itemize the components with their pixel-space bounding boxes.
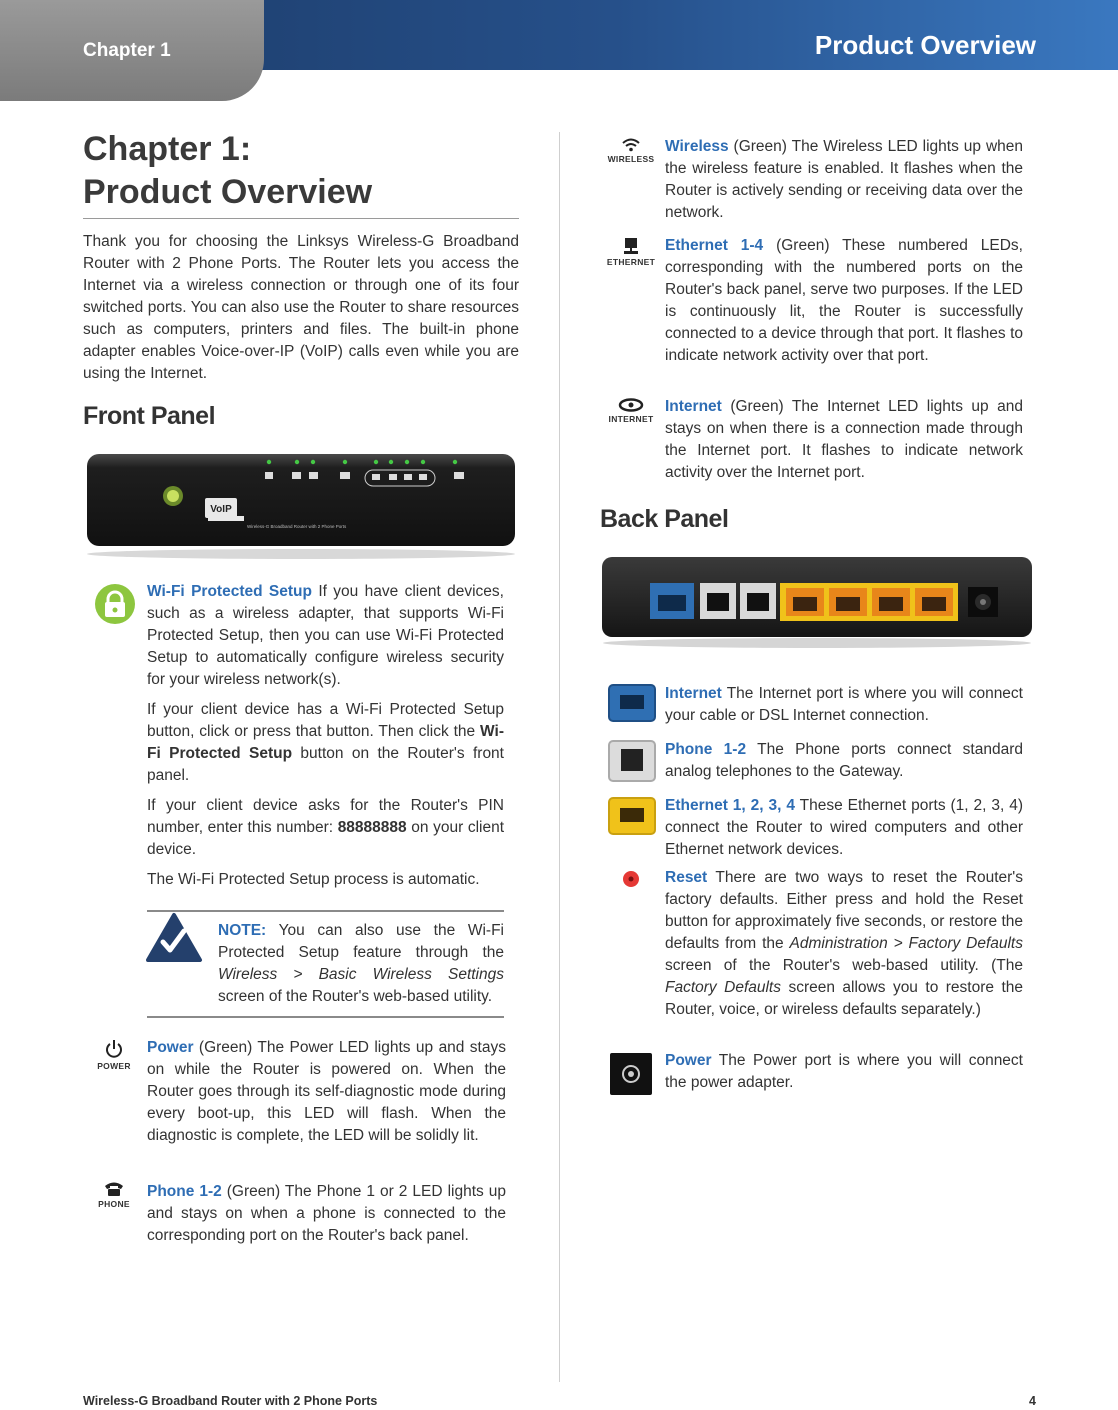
power-icon-label: POWER — [97, 1061, 131, 1071]
power-led-term: Power — [147, 1039, 194, 1056]
phone-port-icon — [608, 740, 656, 782]
wireless-led-icon — [604, 138, 658, 164]
internet-led-description — [665, 396, 1023, 484]
chapter-heading — [83, 128, 519, 219]
note-text-b: screen of the Router's web-based utility. — [218, 988, 493, 1005]
wps-term: Wi-Fi Protected Setup — [147, 583, 312, 600]
ethernet-led-description — [665, 235, 1023, 367]
wireless-led-text: (Green) The Wireless LED lights up when the wireless feature is enabled. It flashes when the Router is actively sending or receiving data over the network. — [665, 138, 1023, 221]
phone-led-description — [147, 1181, 506, 1247]
back-ethernet-text: These Ethernet ports (1, 2, 3, 4) connect the Router to wired computers and other Ethernet network devices. — [665, 797, 1023, 858]
internet-led-icon — [604, 398, 658, 424]
power-led-text: (Green) The Power LED lights up and stays on while the Router is powered on. When the Router goes through its self-diagnostic mode during every boot-up, this LED will flash. When the diagnostic is complete, the LED will be solidly lit. — [147, 1039, 506, 1144]
back-internet-description — [665, 683, 1023, 727]
wps-p1: If you have client devices, such as a wireless adapter, that supports Wi-Fi Protected Setup, then you can use Wi-Fi Protected Setup to automatically configure wireless security for your wireless network(s). — [147, 583, 504, 688]
reset-button-icon — [622, 870, 640, 893]
wps-icon — [94, 583, 136, 630]
column-divider — [559, 132, 560, 1382]
back-power-description — [665, 1050, 1023, 1094]
chapter-tab-label: Chapter 1 — [83, 40, 171, 61]
chapter-heading-line1: Chapter 1: — [83, 130, 252, 168]
note-text-a: You can also use the Wi-Fi Protected Setup feature through the — [218, 922, 504, 961]
back-internet-text: The Internet port is where you will connect your cable or DSL Internet connection. — [665, 685, 1023, 724]
back-reset-italic-b: Factory Defaults — [665, 979, 781, 996]
back-power-term: Power — [665, 1052, 712, 1069]
back-reset-text-c: screen allows you to restore the Router, voice, or wireless defaults separately.) — [665, 979, 1023, 1018]
footer-product-name: Wireless-G Broadband Router with 2 Phone Ports — [83, 1394, 378, 1408]
internet-icon-label: INTERNET — [608, 414, 654, 424]
back-reset-term: Reset — [665, 869, 708, 886]
back-panel-heading: Back Panel — [600, 505, 729, 533]
phone-icon-label: PHONE — [98, 1199, 130, 1209]
wireless-led-description — [665, 136, 1023, 224]
front-panel-heading: Front Panel — [83, 402, 216, 430]
ethernet-port-icon — [608, 797, 656, 835]
back-internet-term: Internet — [665, 685, 722, 702]
back-phone-term: Phone 1-2 — [665, 741, 747, 758]
wps-p3a: If your client device asks for the Router's PIN number, enter this number: — [147, 797, 504, 836]
phone-led-term: Phone 1-2 — [147, 1183, 222, 1200]
router-model-caption: Wireless-G Broadband Router with 2 Phone Ports — [247, 524, 347, 529]
power-led-description — [147, 1037, 506, 1147]
ethernet-led-term: Ethernet 1-4 — [665, 237, 764, 254]
section-title: Product Overview — [814, 30, 1036, 60]
back-power-text: The Power port is where you will connect the power adapter. — [665, 1052, 1023, 1091]
wps-p2a: If your client device has a Wi-Fi Protected Setup button, click or press that button. Then click the — [147, 701, 504, 740]
ethernet-led-icon — [604, 237, 658, 267]
internet-led-term: Internet — [665, 398, 722, 415]
note-text-italic: Wireless > Basic Wireless Settings — [218, 966, 504, 983]
back-ethernet-description — [665, 795, 1023, 861]
footer-page-number: 4 — [1029, 1394, 1036, 1408]
chapter-heading-line2: Product Overview — [83, 173, 373, 211]
router-front-image — [83, 450, 519, 560]
back-reset-description — [665, 867, 1023, 1021]
back-ethernet-term: Ethernet 1, 2, 3, 4 — [665, 797, 795, 814]
wireless-icon-label: WIRELESS — [607, 154, 655, 164]
intro-paragraph: Thank you for choosing the Linksys Wireless-G Broadband Router with 2 Phone Ports. The Router lets you access the Internet via a wireless connection or through one of its four switched ports. You can also use the Router to share resources such as computers, printers and files. The built-in phone adapter enables Voice-over-IP (VoIP) calls even while you are using the Internet. — [83, 233, 519, 382]
phone-led-text: (Green) The Phone 1 or 2 LED lights up and stays on when a phone is connected to the corresponding port on the Router's back panel. — [147, 1183, 506, 1244]
back-reset-text-b: screen of the Router's web-based utility. (The — [665, 957, 1023, 974]
back-reset-text-a: There are two ways to reset the Router's factory defaults. Either press and hold the Reset button for approximately five seconds, or restore the defaults from the — [665, 869, 1023, 952]
back-phone-text: The Phone ports connect standard analog telephones to the Gateway. — [665, 741, 1023, 780]
note-label: NOTE: — [218, 922, 267, 939]
router-back-image — [600, 555, 1034, 650]
back-phone-description — [665, 739, 1023, 783]
checkmark-note-icon — [145, 912, 203, 969]
ethernet-icon-label: ETHERNET — [606, 257, 656, 267]
wps-p2-bold: Wi-Fi Protected Setup — [147, 723, 504, 762]
power-port-icon — [610, 1053, 652, 1095]
note-text — [218, 920, 504, 1008]
wps-p2b: button on the Router's front panel. — [147, 745, 504, 784]
wps-pin: 88888888 — [337, 819, 407, 836]
wps-p4: The Wi-Fi Protected Setup process is automatic. — [147, 871, 480, 888]
wps-p3b: on your client device. — [147, 819, 505, 858]
internet-port-icon — [608, 684, 656, 722]
internet-led-text: (Green) The Internet LED lights up and stays on when there is a connection made through the Internet port. It flashes to indicate network activity over the Internet port. — [665, 398, 1023, 481]
ethernet-led-text: (Green) These numbered LEDs, corresponding with the numbered ports on the Router's back panel, serve two purposes. If the LED is continuously lit, the Router is successfully connected to a device through that port. It flashes to indicate network activity over that port. — [665, 237, 1023, 364]
wireless-led-term: Wireless — [665, 138, 729, 155]
phone-led-icon — [94, 1181, 134, 1209]
wps-description — [147, 581, 504, 891]
router-voip-label: VoIP — [210, 504, 232, 515]
power-led-icon — [94, 1039, 134, 1071]
back-reset-italic-a: Administration > Factory Defaults — [789, 935, 1023, 952]
